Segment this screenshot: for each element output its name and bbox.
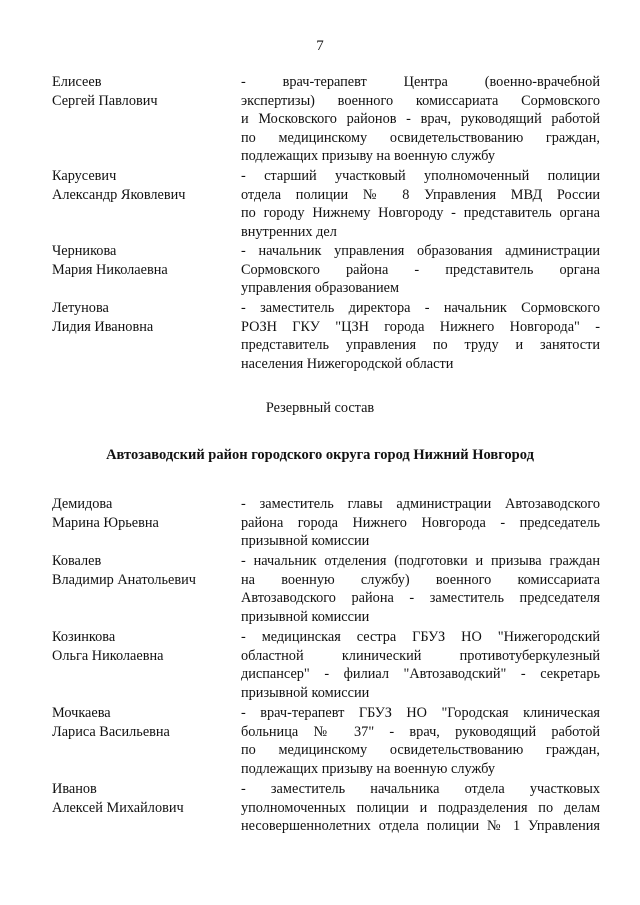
role-line: - заместитель главы администрации Автозаводского: [241, 496, 600, 512]
district-heading: Автозаводский район городского округа город Нижний Новгород: [106, 447, 534, 463]
role-line: призывной комиссии: [241, 608, 370, 625]
role-line: - начальник управления образования администрации: [241, 243, 600, 259]
member-given-names: Владимир Анатольевич: [52, 571, 196, 588]
member-role: [241, 73, 600, 166]
role-line: РОЗН ГКУ "ЦЗН города Нижнего Новгорода" -: [241, 318, 600, 335]
member-surname: Черникова: [52, 243, 117, 259]
role-line: - заместитель директора - начальник Сормовского: [241, 300, 600, 316]
member-given-names: Александр Яковлевич: [52, 186, 186, 203]
role-line: призывной комиссии: [241, 533, 370, 550]
role-line: населения Нижегородской области: [241, 355, 454, 372]
role-line: экспертизы) военного комиссариата Сормовского: [241, 92, 600, 109]
member-given-names: Ольга Николаевна: [52, 647, 164, 664]
member-given-names: Лариса Васильевна: [52, 723, 170, 740]
role-line: подлежащих призыву на военную службу: [241, 148, 496, 165]
role-line: отдела полиции № 8 Управления МВД России: [241, 186, 600, 203]
member-surname: Иванов: [52, 781, 97, 797]
role-line: подлежащих призыву на военную службу: [241, 760, 496, 777]
member-surname: Летунова: [52, 300, 109, 316]
role-line: внутренних дел: [241, 223, 337, 240]
member-surname: Мочкаева: [52, 705, 111, 721]
member-name: [52, 167, 232, 204]
member-role: [241, 167, 600, 241]
member-name: [52, 704, 232, 741]
member-role: [241, 780, 600, 836]
role-line: и Московского районов - врач, руководящий работой: [241, 111, 600, 128]
role-line: по медицинскому освидетельствованию граждан,: [241, 129, 600, 146]
role-line: - старший участковый уполномоченный полиции: [241, 168, 600, 184]
member-name: [52, 242, 232, 279]
member-surname: Карусевич: [52, 168, 117, 184]
member-name: [52, 552, 232, 589]
role-line: управления образованием: [241, 280, 400, 297]
member-surname: Елисеев: [52, 74, 102, 90]
role-line: по медицинскому освидетельствованию граждан,: [241, 742, 600, 759]
role-line: Сормовского района - представитель органа: [241, 261, 600, 278]
role-line: - начальник отделения (подготовки и призыва граждан: [241, 553, 600, 569]
role-line: больница № 37" - врач, руководящий работой: [241, 723, 600, 740]
role-line: - врач-терапевт ГБУЗ НО "Городская клиническая: [241, 705, 600, 721]
member-role: [241, 552, 600, 626]
role-line: уполномоченных полиции и подразделения по делам: [241, 799, 600, 816]
role-line: на военную службу) военного комиссариата: [241, 571, 600, 588]
role-line: областной клинический противотуберкулезный: [241, 647, 600, 664]
member-name: [52, 73, 232, 110]
member-surname: Козинкова: [52, 629, 116, 645]
member-role: [241, 242, 600, 298]
member-role: [241, 704, 600, 778]
page-number: 7: [316, 38, 324, 54]
member-given-names: Лидия Ивановна: [52, 318, 154, 335]
member-given-names: Мария Николаевна: [52, 261, 168, 278]
reserve-section-title: Резервный состав: [265, 400, 375, 416]
member-name: [52, 299, 232, 336]
role-line: Автозаводского района - заместитель председателя: [241, 590, 600, 607]
role-line: диспансер" - филиал "Автозаводский" - секретарь: [241, 666, 600, 683]
member-given-names: Сергей Павлович: [52, 92, 158, 109]
member-given-names: Алексей Михайлович: [52, 799, 184, 816]
member-role: [241, 495, 600, 551]
role-line: по городу Нижнему Новгороду - представитель органа: [241, 205, 600, 222]
member-name: [52, 628, 232, 665]
role-line: района города Нижнего Новгорода - председатель: [241, 514, 600, 531]
role-line: представитель управления по труду и занятости: [241, 337, 600, 354]
member-name: [52, 780, 232, 817]
member-role: [241, 628, 600, 702]
member-surname: Демидова: [52, 496, 113, 512]
member-surname: Ковалев: [52, 553, 102, 569]
member-name: [52, 495, 232, 532]
role-line: - заместитель начальника отдела участковых: [241, 781, 600, 797]
role-line: - медицинская сестра ГБУЗ НО "Нижегородский: [241, 629, 600, 645]
role-line: призывной комиссии: [241, 684, 370, 701]
role-line: - врач-терапевт Центра (военно-врачебной: [241, 74, 600, 90]
role-line: несовершеннолетних отдела полиции № 1 Управления: [241, 818, 600, 835]
member-given-names: Марина Юрьевна: [52, 514, 159, 531]
member-role: [241, 299, 600, 373]
